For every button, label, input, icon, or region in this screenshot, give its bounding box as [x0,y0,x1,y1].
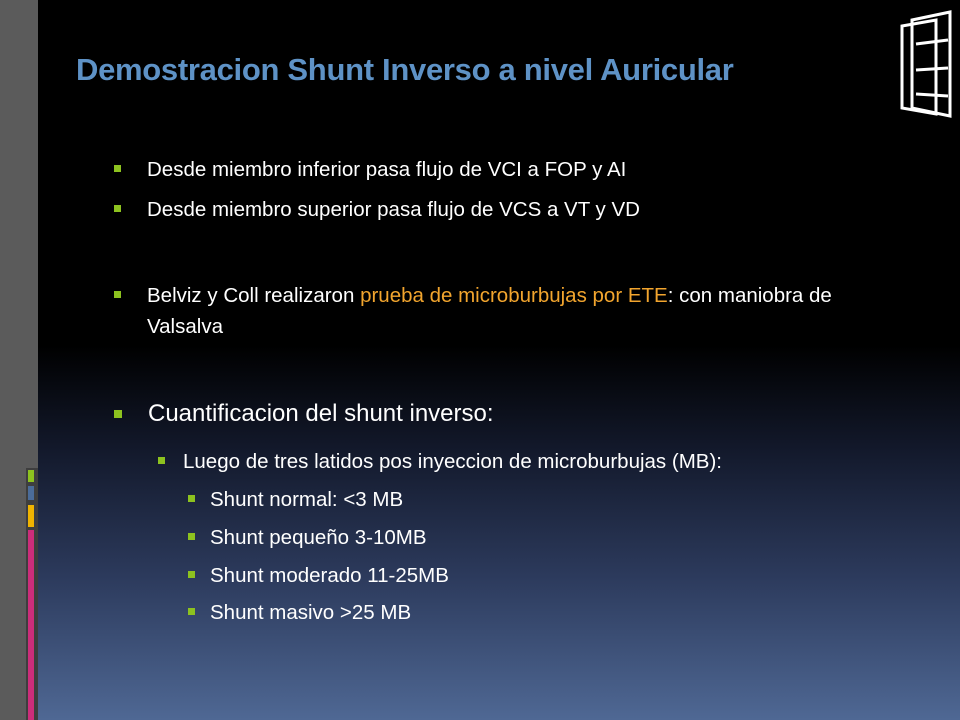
list-item [188,597,888,628]
slide-decoration-icon [898,10,954,118]
list-item [188,484,888,515]
square-bullet-icon [188,533,195,540]
bullet-item [114,194,894,225]
bullet-item [114,154,894,185]
bullet-text: Shunt masivo >25 MB [210,601,412,624]
bullet-text: Cuantificacion del shunt inverso: [148,400,494,427]
square-bullet-icon [188,608,195,615]
sub-bullet-item [158,446,918,477]
blue-accent-block [28,486,34,500]
square-bullet-icon [158,457,165,464]
bullet-text: Desde miembro superior pasa flujo de VCS a VT y VD [147,198,640,221]
bullet-item [114,397,894,431]
bullet-text [147,280,894,342]
square-bullet-icon [114,291,121,298]
list-item [188,560,888,591]
square-bullet-icon [114,410,122,418]
square-bullet-icon [114,205,121,212]
list-item [188,522,888,553]
bullet-text: Desde miembro inferior pasa flujo de VCI a FOP y AI [147,158,627,181]
bullet-text: Luego de tres latidos pos inyeccion de microburbujas (MB): [183,450,722,473]
yellow-accent-block [28,505,34,527]
bullet-text-start: Belviz y Coll realizaron [147,284,361,307]
bullet-text: Shunt pequeño 3-10MB [210,526,427,549]
bullet-item [114,280,894,342]
slide-title: Demostracion Shunt Inverso a nivel Auricular [76,52,734,87]
bullet-text: Shunt moderado 11-25MB [210,564,449,587]
square-bullet-icon [188,495,195,502]
square-bullet-icon [188,571,195,578]
magenta-accent-bar [28,530,34,720]
highlighted-text: prueba de microburbujas por ETE [360,284,668,307]
bullet-text: Shunt normal: <3 MB [210,488,404,511]
green-accent-block [28,470,34,482]
bullet-text-end: : con maniobra de Valsalva [147,284,832,338]
square-bullet-icon [114,165,121,172]
